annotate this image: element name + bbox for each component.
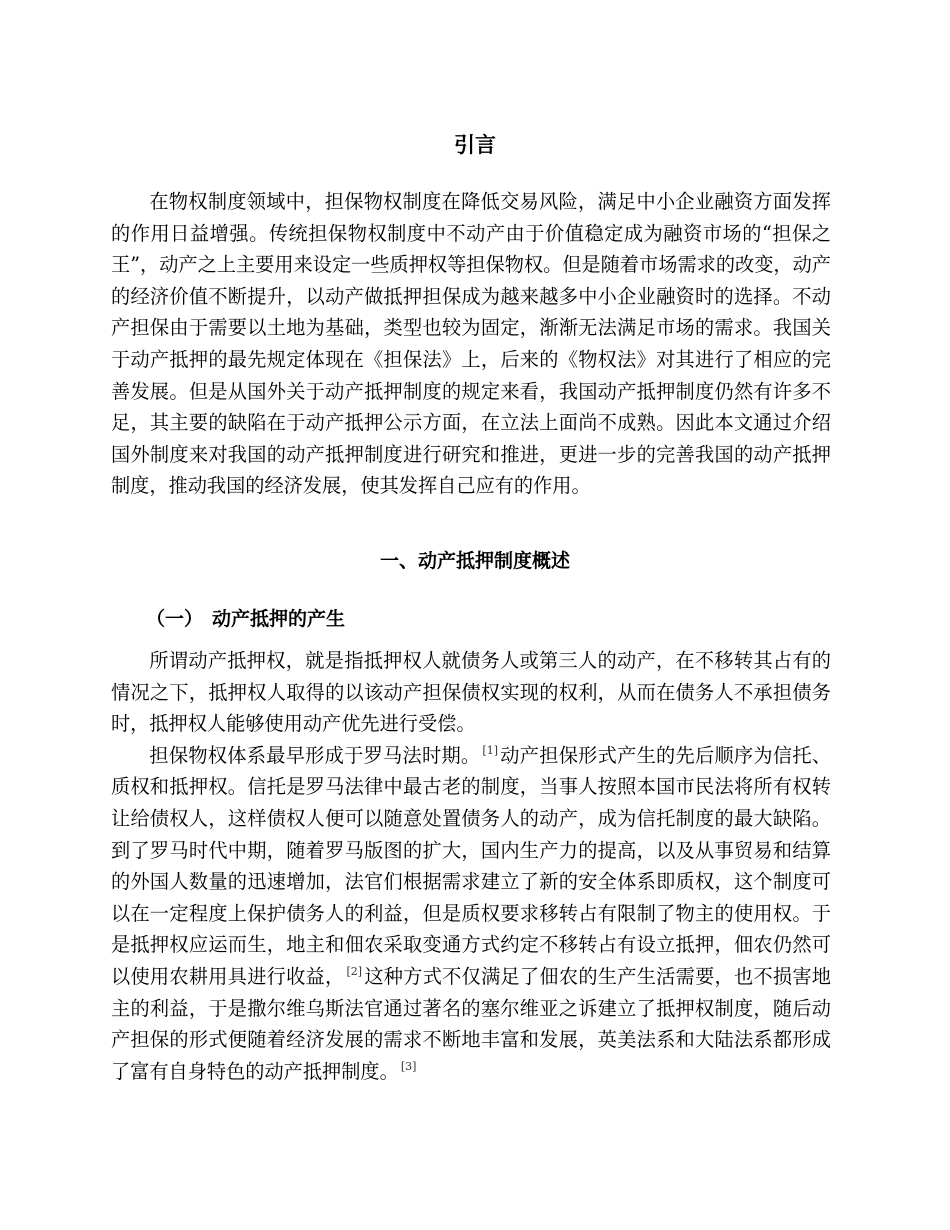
footnote-ref-2[interactable]: [2] xyxy=(346,964,363,978)
intro-heading: 引言 xyxy=(454,133,496,157)
history-paragraph xyxy=(111,740,831,1088)
section-body xyxy=(111,645,831,1087)
footnote-ref-3[interactable]: [3] xyxy=(400,1059,417,1073)
history-text-part3: 这种方式不仅满足了佃农的生产生活需要，也不损害地主的利益，于是撒尔维乌斯法官通过著名的塞尔维亚之诉建立了抵押权制度，随后动产担保的形式便随着经济发展的需求不断地丰富和发展，英美法系和大陆法系都形成了富有自身特色的动产抵押制度。 xyxy=(111,964,831,1083)
subsection-title: 动产抵押的产生 xyxy=(212,608,346,630)
footnote-ref-1[interactable]: [1] xyxy=(482,743,498,757)
subsection-heading xyxy=(146,604,345,634)
definition-paragraph: 所谓动产抵押权，就是指抵押权人就债务人或第三人的动产，在不移转其占有的情况之下，抵押权人取得的以该动产担保债权实现的权利，从而在债务人不承担债务时，抵押权人能够使用动产优先进行受偿。 xyxy=(111,649,831,736)
history-text-part2: 动产担保形式产生的先后顺序为信托、质权和抵押权。信托是罗马法律中最古老的制度，当事人按照本国市民法将所有权转让给债权人，这样债权人便可以随意处置债务人的动产，成为信托制度的最大缺陷。到了罗马时代中期，随着罗马版图的扩大，国内生产力的提高，以及从事贸易和结算的外国人数量的迅速增加，法官们根据需求建立了新的安全体系即质权，这个制度可以在一定程度上保护债务人的利益，但是质权要求移转占有限制了物主的使用权。于是抵押权应运而生，地主和佃农采取变通方式约定不移转占有设立抵押，佃农仍然可以使用农耕用具进行收益， xyxy=(111,743,832,988)
section-heading: 一、动产抵押制度概述 xyxy=(379,550,570,572)
history-text-part1: 担保物权体系最早形成于罗马法时期。 xyxy=(149,743,481,767)
intro-body xyxy=(111,186,831,502)
intro-paragraph: 在物权制度领域中，担保物权制度在降低交易风险，满足中小企业融资方面发挥的作用日益增强。传统担保物权制度中不动产由于价值稳定成为融资市场的“担保之王”，动产之上主要用来设定一些质押权等担保物权。但是随着市场需求的改变，动产的经济价值不断提升，以动产做抵押担保成为越来越多中小企业融资时的选择。不动产担保由于需要以土地为基础，类型也较为固定，渐渐无法满足市场的需求。我国关于动产抵押的最先规定体现在《担保法》上，后来的《物权法》对其进行了相应的完善发展。但是从国外关于动产抵押制度的规定来看，我国动产抵押制度仍然有许多不足，其主要的缺陷在于动产抵押公示方面，在立法上面尚不成熟。因此本文通过介绍国外制度来对我国的动产抵押制度进行研究和推进，更进一步的完善我国的动产抵押制度，推动我国的经济发展，使其发挥自己应有的作用。 xyxy=(111,190,831,498)
subsection-number: （一） xyxy=(146,608,204,630)
